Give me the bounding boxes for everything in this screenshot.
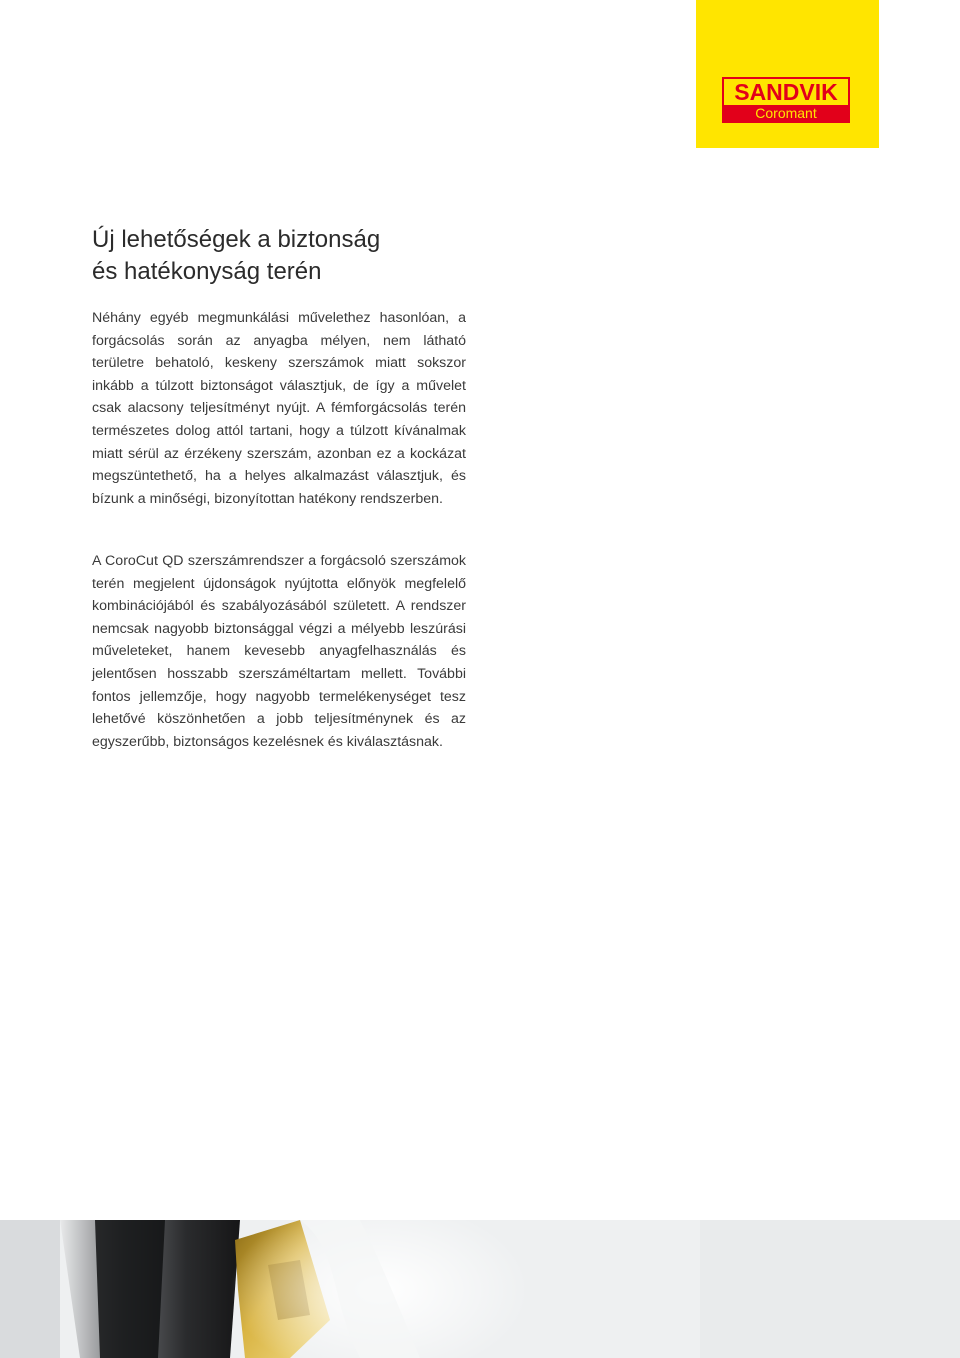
brand-logo-block	[696, 0, 879, 148]
sandvik-coromant-logo[interactable]	[722, 77, 850, 123]
tool-holder-slot	[95, 1220, 165, 1358]
logo-brand-sub: Coromant	[724, 105, 848, 121]
article-title-line-1: Új lehetőségek a biztonság	[92, 226, 381, 253]
photo-left-shade	[0, 1220, 60, 1358]
article-title-line-2: és hatékonyság terén	[92, 258, 322, 285]
article-paragraph-2: A CoroCut QD szerszámrendszer a forgácsoló szerszámok terén megjelent újdonságok nyújtotta előnyök megfelelő kombinációjából és szabályozásából született. A rendszer nemcsak nagyobb biztonsággal végzi a mélyebb leszúrási műveleteket, hanem kevesebb anyagfelhasználás és jelentősen hosszabb szerszáméltartam mellett. További fontos jellemzője, hogy nagyobb termelékenységet tesz lehetővé köszönhetően a jobb teljesítménynek és az egyszerűbb, biztonságos kezelésnek és kiválasztásnak.	[92, 553, 466, 750]
article-paragraph-1: Néhány egyéb megmunkálási művelethez hasonlóan, a forgácsolás során az anyagba mélyen, nem látható területre behatoló, keskeny szerszámok miatt sokszor inkább a túlzott biztonságot választjuk, de így a művelet csak alacsony teljesítményt nyújt. A fémforgácsolás terén természetes dolog attól tartani, hogy a túlzott kívánalmak miatt sérül az érzékeny szerszám, azonban ez a kockázat megszüntethető, ha a helyes alkalmazást választjuk, és bízunk a minőségi, bizonyítottan hatékony rendszerben.	[92, 310, 466, 507]
logo-brand-name: SANDVIK	[734, 79, 838, 105]
cutting-tool-illustration	[0, 1220, 960, 1358]
photo-right-shade	[700, 1220, 960, 1358]
cutting-tool-photo	[0, 1220, 960, 1358]
article-title	[92, 224, 492, 288]
